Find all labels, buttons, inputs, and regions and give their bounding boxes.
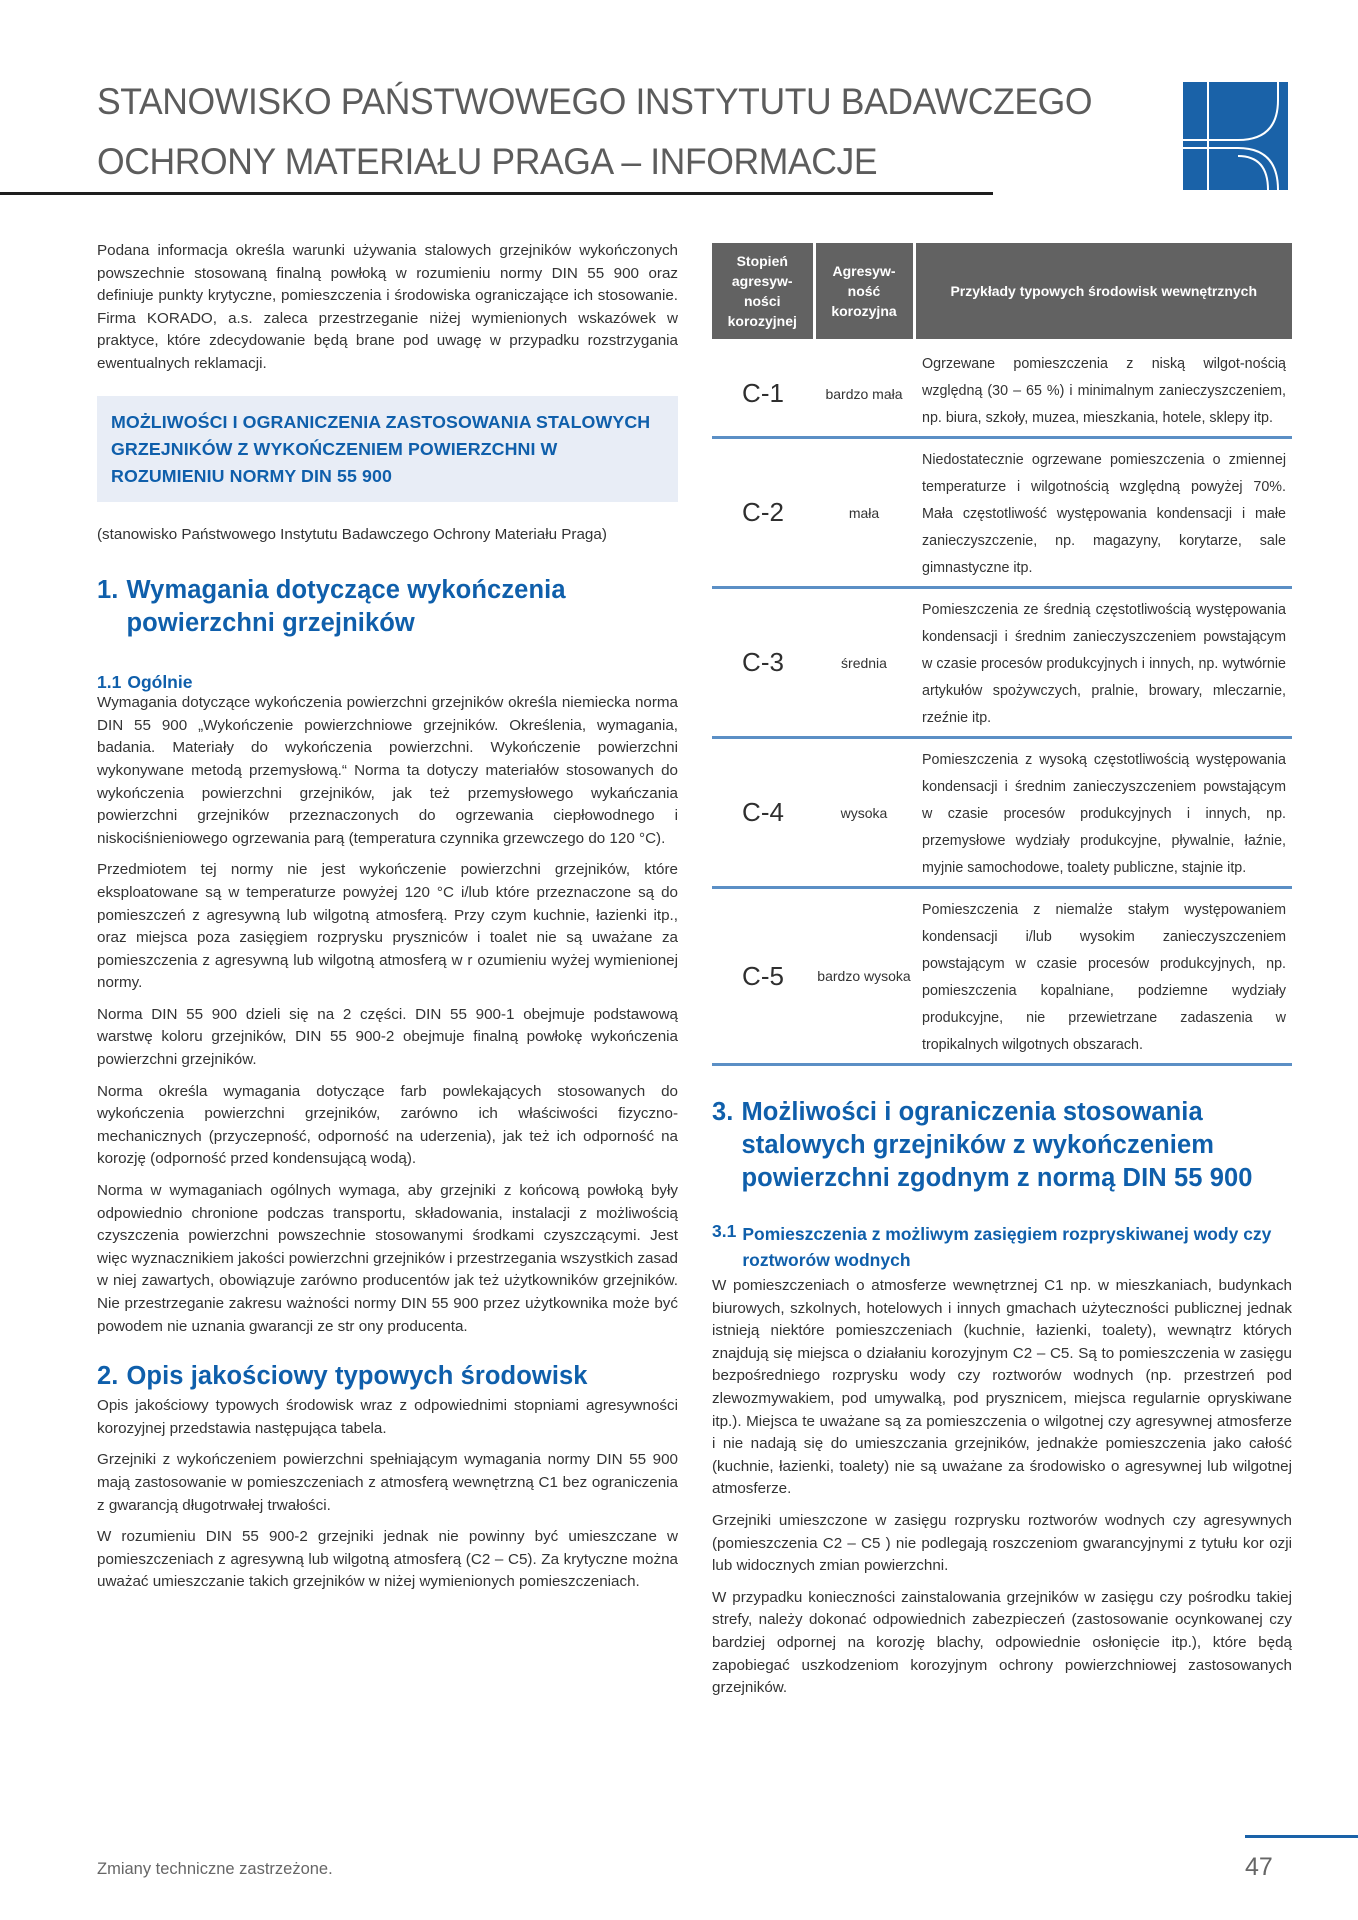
page-number: 47 (1245, 1853, 1273, 1881)
paragraph: W rozumieniu DIN 55 900-2 grzejniki jednak nie powinny być umieszczane w pomieszczeniach z agresywną lub wilgotną atmosferą (C2 – C5). Za krytyczne można uważać umieszczanie takich grzejników w niżej wymienionych pomieszczeniach. (97, 1528, 678, 1591)
section-number: 2. (97, 1362, 119, 1391)
source-note: (stanowisko Państwowego Instytutu Badawczego Ochrony Materiału Praga) (97, 525, 607, 543)
footer-disclaimer: Zmiany techniczne zastrzeżone. (97, 1860, 333, 1878)
paragraph: Norma określa wymagania dotyczące farb powlekających stosowanych do wykończenia powierzchni grzejników, zarówno ich właściwości fizyczno-mechanicznych (przyczepność, odporność na uderzenia), jak też ich odporność na korozję (odporność przed kondensującą wodą). (97, 1082, 678, 1168)
section-3-heading (712, 1096, 1292, 1195)
paragraph: Grzejniki umieszczone w zasięgu rozprysku roztworów wodnych czy agresywnych (pomieszczenia C2 – C5 ) nie podlegają roszczeniom gwarancyjnymi z tytułu kor ozji lub widocznych zmian powierzchni. (712, 1511, 1292, 1575)
corrosivity-level: mała (814, 438, 914, 588)
environment-description: Niedostatecznie ogrzewane pomieszczenia o zmiennej temperaturze i wilgotnością względną powyżej 70%. Mała częstotliwość występowania kondensacji i małe zanieczyszczenie, np. magazyny, korytarze, sale gimnastyczne itp. (914, 438, 1292, 588)
paragraph: Norma w wymaganiach ogólnych wymaga, aby grzejniki z końcową powłoką były odpowiednio chronione podczas transportu, składowania, instalacji z możliwością czyszczenia powierzchni powszechnie stosowanymi środkami czyszczącymi. Jest więc wyznacznikiem jakości powierzchni grzejników i przestrzegania wszystkich zasad w niej zawartych, obowiązuje zarówno producentów jak też użytkowników grzejników. Nie przestrzeganie zakresu ważności normy DIN 55 900 przez użytkownika może być powodem nie uznania gwarancji ze str ony producenta. (97, 1182, 678, 1335)
section-title: Wymagania dotyczące wykończenia powierzchni grzejników (126, 576, 566, 638)
corrosivity-code: C-1 (712, 339, 814, 438)
subsection-number: 1.1 (97, 672, 122, 693)
callout-box (97, 396, 678, 502)
corrosivity-code: C-2 (712, 438, 814, 588)
paragraph: Przedmiotem tej normy nie jest wykończenie powierzchni grzejników, które eksploatowane są w temperaturze powyżej 120 °C i/lub które przeznaczone są do pomieszczeń z agresywną lub wilgotną atmosferą. Przy czym kuchnie, łazienki itp., oraz miejsca poza zasięgiem rozprysku pryszniców i toalet nie są uważane za pomieszczenia z agresywną lub wilgotną atmosferą w r ozumieniu wyżej wymienionej normy. (97, 861, 678, 992)
table-header-row (712, 243, 1292, 339)
page-title (97, 72, 1115, 192)
corrosivity-level: bardzo wysoka (814, 888, 914, 1065)
subsection-1-1-heading (97, 672, 678, 692)
intro-paragraph: Podana informacja określa warunki używania stalowych grzejników wykończonych powszechnie stosowaną finalną powłoką w rozumieniu normy DIN 55 900 oraz definiuje punkty krytyczne, pomieszczenia i środowiska ograniczające ich stosowanie. Firma KORADO, a.s. zaleca przestrzeganie niżej wymienionych wskazówek w praktyce, które zdecydowanie będą brane pod uwagę w przypadku rozstrzygania ewentualnych reklamacji. (97, 242, 678, 372)
subsection-title: Pomieszczenia z możliwym zasięgiem rozpryskiwanej wody czy roztworów wodnych (742, 1224, 1272, 1270)
corrosivity-level: wysoka (814, 738, 914, 888)
table-row (712, 888, 1292, 1065)
footer-divider (1245, 1835, 1358, 1838)
corrosivity-level: bardzo mała (814, 339, 914, 438)
table-row (712, 738, 1292, 888)
paragraph: Norma DIN 55 900 dzieli się na 2 części. DIN 55 900-1 obejmuje podstawową warstwę koloru grzejników, DIN 55 900-2 obejmuje finalną powłokę wykończenia powierzchni grzejników. (97, 1005, 678, 1069)
subsection-3-1-heading (712, 1221, 1292, 1273)
page-title-line-1: STANOWISKO PAŃSTWOWEGO INSTYTUTU BADAWCZEGO (97, 81, 1093, 122)
section-number: 3. (712, 1098, 734, 1126)
callout-title: MOŻLIWOŚCI I OGRANICZENIA ZASTOSOWANIA STALOWYCH GRZEJNIKÓW Z WYKOŃCZENIEM POWIERZCHNI W ROZUMIENIU NORMY DIN 55 900 (111, 411, 651, 486)
section-number: 1. (97, 576, 119, 605)
environment-description: Pomieszczenia ze średnią częstotliwością występowania kondensacji i średnim zanieczyszczeniem powstającym w czasie procesów produkcyjnych i innych, np. wytwórnie artykułów spożywczych, pralnie, browary, mleczarnie, rzeźnie itp. (914, 588, 1292, 738)
corrosivity-code: C-4 (712, 738, 814, 888)
page-title-line-2: OCHRONY MATERIAŁU PRAGA – INFORMACJE (97, 141, 878, 182)
corrosivity-code: C-3 (712, 588, 814, 738)
environment-description: Pomieszczenia z wysoką częstotliwością występowania kondensacji i średnim zanieczyszczeniem powstającym w czasie procesów produkcyjnych i innych, np. przemysłowe wydziały produkcyjne, pływalnie, łaźnie, myjnie samochodowe, toalety publiczne, stajnie itp. (914, 738, 1292, 888)
korado-logo-icon (1183, 82, 1288, 190)
paragraph: W pomieszczeniach o atmosferze wewnętrznej C1 np. w mieszkaniach, budynkach biurowych, szkolnych, hotelowych i innych gmachach użyteczności publicznej jednak istnieją niektóre pomieszczeniach (kuchnie, łazienki, toalety), wewnątrz których znajdują się miejsca o działaniu korozyjnym C2 – C5. Są to pomieszczenia w zasięgu bezpośredniego rozprysku wody czy roztworów wodnych (np. przestrzeń pod zlewozmywakiem, pod umywalką, pod prysznicem, miejsca regularnie opryskiwane itp.). Miejsca te uważane są za pomieszczenia o wilgotnej czy agresywnej atmosferze i nie nadają się do umieszczania grzejników, jednakże pomieszczenia jako całość (kuchnie, łazienki, toalety) nie są uważane za środowisko o agresywnej lub wilgotnej atmosferze. (712, 1277, 1292, 1498)
corrosivity-table (712, 243, 1292, 1066)
environment-description: Ogrzewane pomieszczenia z niską wilgot-nością względną (30 – 65 %) i minimalnym zanieczyszczeniem, np. biura, szkoły, muzea, mieszkania, hotele, sklepy itp. (914, 339, 1292, 438)
table-row (712, 588, 1292, 738)
page-header (0, 0, 1358, 200)
column-header: Stopień agresyw-ności korozyjnej (712, 243, 814, 339)
column-header: Agresyw-ność korozyjna (814, 243, 914, 339)
section-title: Możliwości i ograniczenia stosowania stalowych grzejników z wykończeniem powierzchni zgodnym z normą DIN 55 900 (741, 1098, 1253, 1192)
environment-description: Pomieszczenia z niemalże stałym występowaniem kondensacji i/lub wysokim zanieczyszczeniem powstającym w czasie procesów produkcyjnych, np. pomieszczenia kopalniane, podziemne wydziały produkcyjne, nie przewietrzane zadaszenia w tropikalnych wilgotnych obszarach. (914, 888, 1292, 1065)
table-row (712, 438, 1292, 588)
section-1-heading (97, 574, 678, 640)
paragraph: Grzejniki z wykończeniem powierzchni spełniającym wymagania normy DIN 55 900 mają zastosowanie w pomieszczeniach z atmosferą wewnętrzną C1 bez ograniczenia z gwarancją długotrwałej trwałości. (97, 1451, 678, 1514)
subsection-title: Ogólnie (127, 672, 193, 693)
header-divider (0, 192, 993, 195)
paragraph: Opis jakościowy typowych środowisk wraz z odpowiednimi stopniami agresywności korozyjnej przedstawia następująca tabela. (97, 1397, 678, 1437)
subsection-number: 3.1 (712, 1221, 737, 1241)
column-header: Przykłady typowych środowisk wewnętrznych (914, 243, 1292, 339)
paragraph: Wymagania dotyczące wykończenia powierzchni grzejników określa niemiecka norma DIN 55 900 „Wykończenie powierzchniowe grzejników. Określenia, wymagania, badania. Materiały do wykończenia powierzchni. Wykończenie powierzchni wykonywane metodą przemysłową.“ Norma ta dotyczy materiałów stosowanych do wykończenia powierzchni grzejników, jak też przemysłowego wykańczania powierzchni grzejników przeznaczonych do ogrzewania ciepłowodnego i niskociśnieniowego ogrzewania parą (temperatura czynnika grzewczego do 120 °C). (97, 694, 678, 847)
right-column (712, 243, 1292, 1709)
section-title: Opis jakościowy typowych środowisk (126, 1362, 588, 1391)
corrosivity-level: średnia (814, 588, 914, 738)
paragraph: W przypadku konieczności zainstalowania grzejników w zasięgu czy pośrodku takiej strefy, należy dokonać odpowiednich zabezpieczeń (zastosowanie ocynkowanej czy bardziej odpornej na korozję blachy, odpowiednie osłonięcie itp.), które będą zapobiegać uszkodzeniom korozyjnym ochrony powierzchniowej zastosowanych grzejników. (712, 1588, 1292, 1697)
section-2-heading (97, 1360, 678, 1393)
left-column (97, 240, 678, 1603)
table-row (712, 339, 1292, 438)
corrosivity-code: C-5 (712, 888, 814, 1065)
